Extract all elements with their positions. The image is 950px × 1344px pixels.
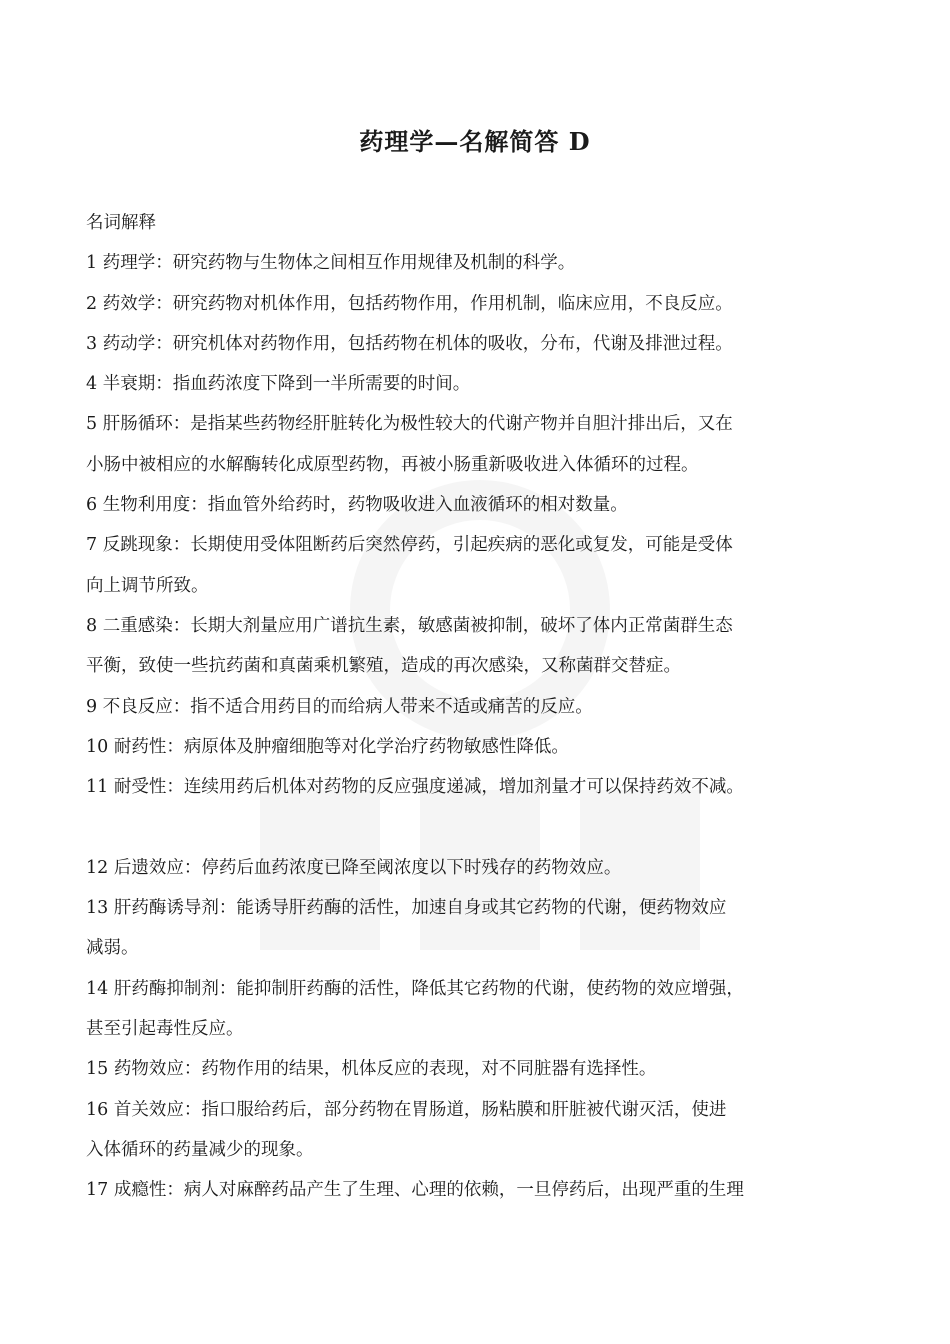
page-title: 药理学—名解简答 D — [359, 127, 591, 156]
definition-line: 甚至引起毒性反应。 — [86, 1018, 244, 1039]
definition-line: 13 肝药酶诱导剂：能诱导肝药酶的活性，加速自身或其它药物的代谢，便药物效应 — [86, 898, 727, 919]
definitions-section — [86, 203, 886, 1210]
definition-line: 15 药物效应：药物作用的结果，机体反应的表现，对不同脏器有选择性。 — [86, 1059, 657, 1080]
definition-line: 4 半衰期：指血药浓度下降到一半所需要的时间。 — [86, 374, 471, 395]
definition-line: 12 后遗效应：停药后血药浓度已降至阈浓度以下时残存的药物效应。 — [86, 857, 622, 878]
definition-line: 平衡，致使一些抗药菌和真菌乘机繁殖，造成的再次感染，又称菌群交替症。 — [86, 656, 681, 677]
blank-line — [86, 807, 886, 847]
definition-line: 16 首关效应：指口服给药后，部分药物在胃肠道，肠粘膜和肝脏被代谢灭活，使进 — [86, 1099, 727, 1120]
definition-line: 9 不良反应：指不适合用药目的而给病人带来不适或痛苦的反应。 — [86, 696, 593, 717]
definition-line: 减弱。 — [86, 938, 139, 959]
definition-line: 5 肝肠循环：是指某些药物经肝脏转化为极性较大的代谢产物并自胆汁排出后，又在 — [86, 414, 733, 435]
definition-line: 小肠中被相应的水解酶转化成原型药物，再被小肠重新吸收进入体循环的过程。 — [86, 454, 699, 475]
definition-line: 3 药动学：研究机体对药物作用，包括药物在机体的吸收，分布，代谢及排泄过程。 — [86, 333, 733, 354]
definition-line: 8 二重感染：长期大剂量应用广谱抗生素，敏感菌被抑制，破坏了体内正常菌群生态 — [86, 615, 733, 636]
definition-line: 11 耐受性：连续用药后机体对药物的反应强度递减，增加剂量才可以保持药效不减。 — [86, 777, 744, 798]
definition-line: 7 反跳现象：长期使用受体阻断药后突然停药，引起疾病的恶化或复发，可能是受体 — [86, 535, 733, 556]
definition-line: 向上调节所致。 — [86, 575, 209, 596]
definition-line: 14 肝药酶抑制剂：能抑制肝药酶的活性，降低其它药物的代谢，使药物的效应增强， — [86, 978, 744, 999]
definition-line: 6 生物利用度：指血管外给药时，药物吸收进入血液循环的相对数量。 — [86, 495, 628, 516]
definition-line: 10 耐药性：病原体及肿瘤细胞等对化学治疗药物敏感性降低。 — [86, 736, 569, 757]
definition-line: 17 成瘾性：病人对麻醉药品产生了生理、心理的依赖，一旦停药后，出现严重的生理 — [86, 1180, 744, 1201]
definition-line: 1 药理学：研究药物与生物体之间相互作用规律及机制的科学。 — [86, 253, 576, 274]
definition-line: 2 药效学：研究药物对机体作用，包括药物作用，作用机制，临床应用，不良反应。 — [86, 293, 733, 314]
section-heading: 名词解释 — [86, 213, 156, 233]
definition-line: 入体循环的药量减少的现象。 — [86, 1139, 314, 1160]
